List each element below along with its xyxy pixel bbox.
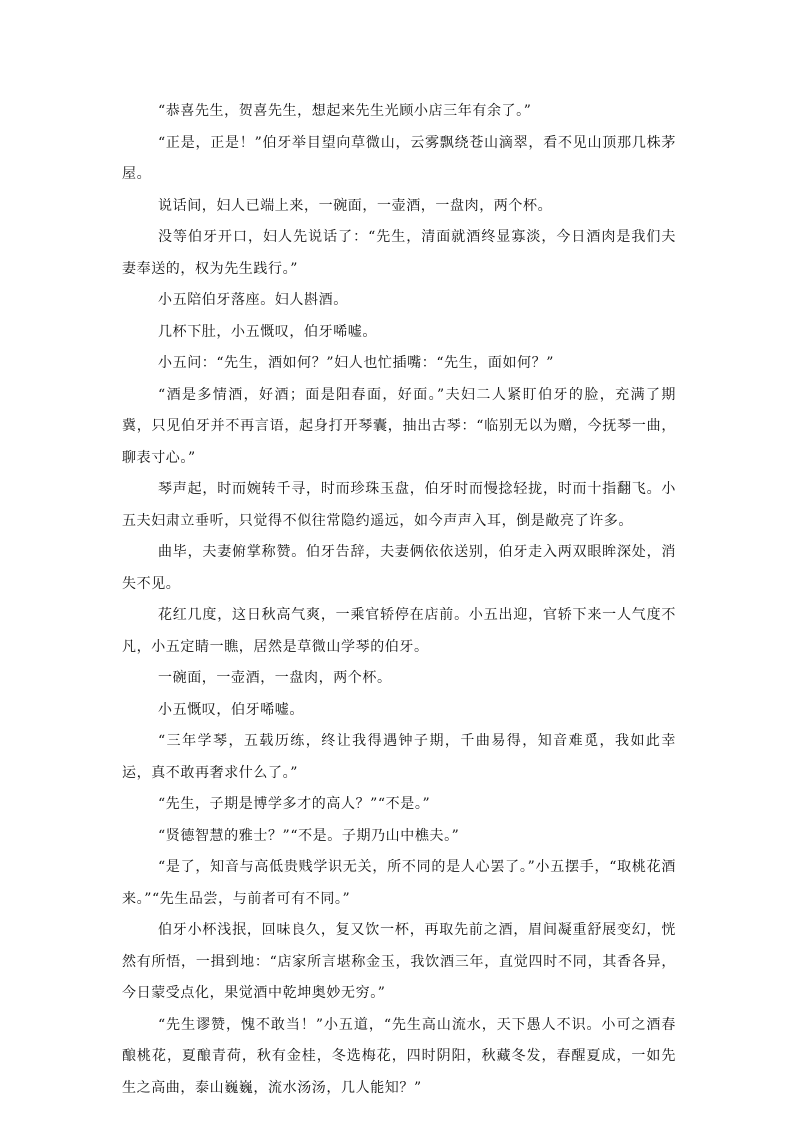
paragraph: 一碗面，一壶酒，一盘肉，两个杯。 [158,670,392,686]
paragraph: “先生谬赞，愧不敢当！”小五道，“先生高山流水，天下愚人不识。小可之酒春酿桃花，夏酿青荷，秋有金桂，冬选梅花，四时阴阳，秋藏冬发，春醒夏成，一如先生之高曲，泰山巍巍，流水汤汤，几人能知？” [122,1016,676,1096]
paragraph: 伯牙小杯浅抿，回味良久，复又饮一杯，再取先前之酒，眉间凝重舒展变幻，恍然有所悟，一揖到地：“店家所言堪称金玉，我饮酒三年，直觉四时不同，其香各异，今日蒙受点化，果觉酒中乾坤奥妙无穷。” [122,922,676,1001]
paragraph: “先生，子期是博学多才的高人？”“不是。” [158,796,431,812]
paragraph: “贤德智慧的雅士？”“不是。子期乃山中樵夫。” [158,827,460,844]
paragraph: 小五慨叹，伯牙唏嘘。 [158,701,304,718]
paragraph: 花红几度，这日秋高气爽，一乘官轿停在店前。小五出迎，官轿下来一人气度不凡，小五定睛一瞧，居然是草微山学琴的伯牙。 [122,607,676,655]
paragraph: 曲毕，夫妻俯掌称赞。伯牙告辞，夫妻俩依依送别，伯牙走入两双眼眸深处，消失不见。 [122,544,676,592]
paragraph: 小五问：“先生，酒如何？”妇人也忙插嘴：“先生，面如何？” [158,355,555,371]
paragraph: 没等伯牙开口，妇人先说话了：“先生，清面就酒终显寡淡，今日酒肉是我们夫妻奉送的，权为先生践行。” [122,229,676,277]
paragraph: “三年学琴，五载历练，终让我得遇钟子期，千曲易得，知音难觅，我如此幸运，真不敢再奢求什么了。” [122,733,676,781]
story-text [122,96,676,1104]
paragraph: “正是，正是！”伯牙举目望向草微山，云雾飘绕苍山滴翠，看不见山顶那几株茅屋。 [122,134,676,182]
paragraph: 说话间，妇人已端上来，一碗面，一壶酒，一盘肉，两个杯。 [158,197,553,214]
paragraph: “酒是多情酒，好酒；面是阳春面，好面。”夫妇二人紧盯伯牙的脸，充满了期冀，只见伯牙并不再言语，起身打开琴囊，抽出古琴：“临别无以为赠，今抚琴一曲，聊表寸心。” [122,386,676,466]
paragraph: 琴声起，时而婉转千寻，时而珍珠玉盘，伯牙时而慢捻轻拢，时而十指翻飞。小五夫妇肃立垂听，只觉得不似往常隐约遥远，如今声声入耳，倒是敞亮了许多。 [122,481,676,529]
paragraph: “恭喜先生，贺喜先生，想起来先生光顾小店三年有余了。” [158,103,532,119]
paragraph: 小五陪伯牙落座。妇人斟酒。 [158,292,348,308]
paragraph: “是了，知音与高低贵贱学识无关，所不同的是人心罢了。”小五摆手，“取桃花酒来。”“先生品尝，与前者可有不同。” [122,859,676,907]
paragraph: 几杯下肚，小五慨叹，伯牙唏嘘。 [158,323,377,340]
